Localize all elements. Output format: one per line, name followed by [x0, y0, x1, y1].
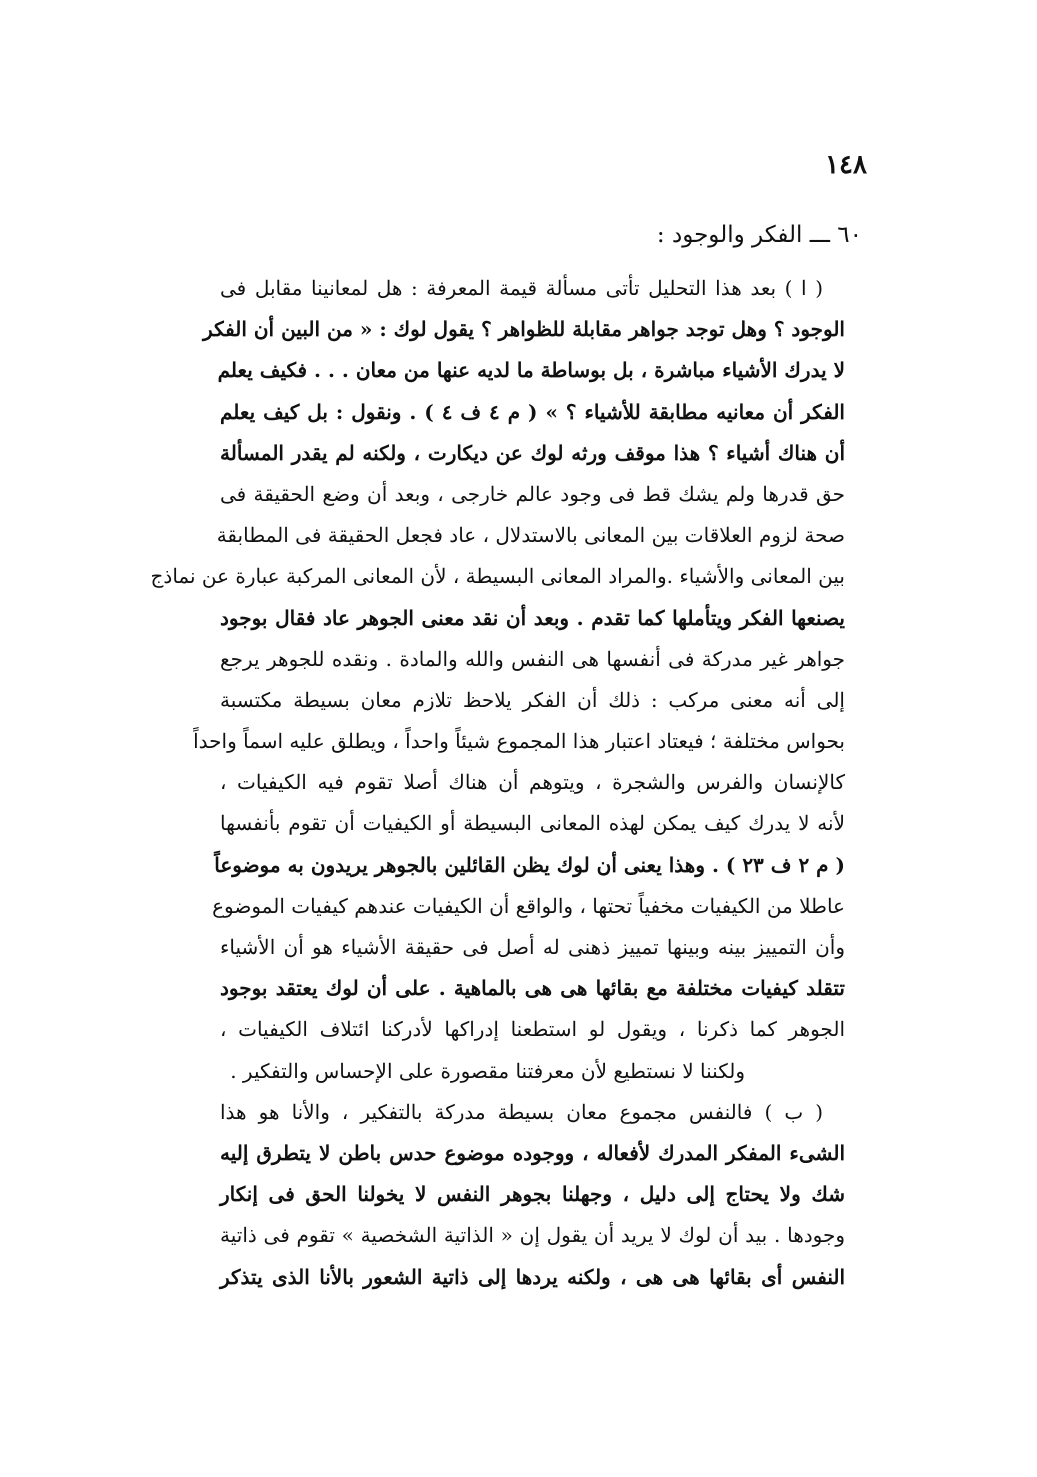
- text-line: يصنعها الفكر ويتأملها كما تقدم . وبعد أن نقد معنى الجوهر عاد فقال بوجود: [220, 605, 845, 630]
- text-line: عاطلا من الكيفيات مخفياً تحتها ، والواقع أن الكيفيات عندهم كيفيات الموضوع: [212, 893, 845, 918]
- body-text: [150, 268, 845, 1298]
- text-line: ( ب ) فالنفس مجموع معان بسيطة مدركة بالتفكير ، والأنا هو هذا: [220, 1099, 823, 1124]
- text-line: الفكر أن معانيه مطابقة للأشياء ؟ » ( م ٤ ف ٤ ) . ونقول : بل كيف يعلم: [220, 399, 845, 424]
- text-line: لأنه لا يدرك كيف يمكن لهذه المعانى البسيطة أو الكيفيات أن تقوم بأنفسها: [220, 811, 845, 836]
- text-line: وجودها . بيد أن لوك لا يريد أن يقول إن « الذاتية الشخصية » تقوم فى ذاتية: [220, 1223, 845, 1248]
- text-line: ( م ٢ ف ٢٣ ) . وهذا يعنى أن لوك يظن القائلين بالجوهر يريدون به موضوعاً: [214, 852, 845, 877]
- text-line: وأن التمييز بينه وبينها تمييز ذهنى له أصل فى حقيقة الأشياء هو أن الأشياء: [220, 935, 845, 959]
- text-line: الشىء المفكر المدرك لأفعاله ، ووجوده موضوع حدس باطن لا يتطرق إليه: [220, 1140, 845, 1165]
- text-line: تتقلد كيفيات مختلفة مع بقائها هى هى بالماهية . على أن لوك يعتقد بوجود: [220, 976, 845, 1001]
- text-line: ( ا ) بعد هذا التحليل تأتى مسألة قيمة المعرفة : هل لمعانينا مقابل فى: [220, 276, 823, 300]
- text-line: ولكننا لا نستطيع لأن معرفتنا مقصورة على الإحساس والتفكير .: [230, 1058, 745, 1083]
- text-line: شك ولا يحتاج إلى دليل ، وجهلنا بجوهر النفس لا يخولنا الحق فى إنكار: [220, 1182, 845, 1207]
- text-line: أن هناك أشياء ؟ هذا موقف ورثه لوك عن ديكارت ، ولكنه لم يقدر المسألة: [220, 440, 845, 465]
- text-line: بين المعانى والأشياء .والمراد المعانى البسيطة ، لأن المعانى المركبة عبارة عن نماذج: [150, 564, 845, 589]
- text-line: صحة لزوم العلاقات بين المعانى بالاستدلال ، عاد فجعل الحقيقة فى المطابقة: [216, 523, 845, 548]
- section-heading: ٦٠ ـــ الفكر والوجود :: [656, 222, 862, 248]
- text-line: بحواس مختلفة ؛ فيعتاد اعتبار هذا المجموع شيئاً واحداً ، ويطلق عليه اسماً واحداً: [193, 729, 845, 754]
- text-line: حق قدرها ولم يشك قط فى وجود عالم خارجى ، وبعد أن وضع الحقيقة فى: [220, 481, 845, 506]
- page-number: ١٤٨: [825, 150, 867, 180]
- text-line: جواهر غير مدركة فى أنفسها هى النفس والله والمادة . ونقده للجوهر يرجع: [220, 646, 845, 671]
- text-line: الوجود ؟ وهل توجد جواهر مقابلة للظواهر ؟ يقول لوك : « من البين أن الفكر: [203, 317, 845, 342]
- text-line: الجوهر كما ذكرنا ، ويقول لو استطعنا إدراكها لأدركنا ائتلاف الكيفيات ،: [220, 1017, 845, 1042]
- text-line: النفس أى بقائها هى هى ، ولكنه يردها إلى ذاتية الشعور بالأنا الذى يتذكر: [220, 1264, 845, 1289]
- text-line: كالإنسان والفرس والشجرة ، ويتوهم أن هناك أصلا تقوم فيه الكيفيات ،: [220, 770, 845, 795]
- text-line: إلى أنه معنى مركب : ذلك أن الفكر يلاحظ تلازم معان بسيطة مكتسبة: [220, 687, 845, 712]
- text-line: لا يدرك الأشياء مباشرة ، بل بوساطة ما لديه عنها من معان . . . فكيف يعلم: [217, 358, 845, 383]
